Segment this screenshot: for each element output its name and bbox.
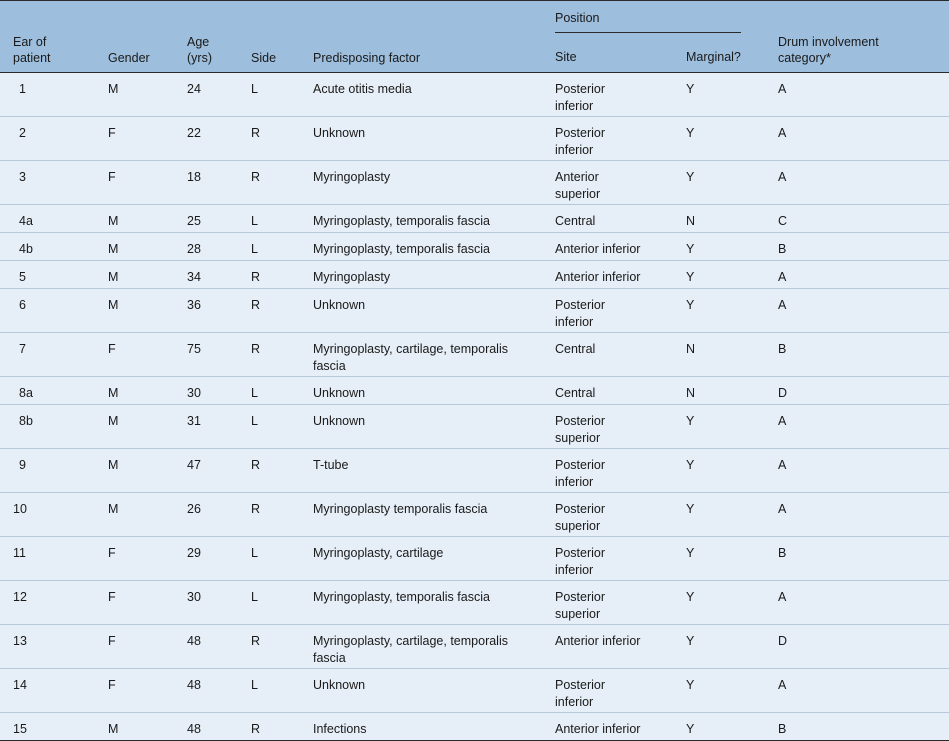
cell-age: 34: [187, 270, 201, 284]
cell-side: L: [251, 590, 258, 604]
cell-ear: 3: [19, 170, 26, 184]
cell-drum: D: [778, 386, 788, 400]
table-row: [0, 161, 949, 205]
cell-marginal: Y: [686, 502, 695, 516]
cell-side: L: [251, 386, 258, 400]
cell-ear: 4a: [19, 214, 33, 228]
cell-gender: M: [108, 502, 119, 516]
cell-marginal: Y: [686, 414, 695, 428]
cell-site: Central: [555, 386, 596, 400]
cell-ear: 12: [13, 590, 27, 604]
cell-factor: Myringoplasty: [313, 270, 391, 284]
cell-ear: 15: [13, 722, 27, 736]
cell-side: R: [251, 170, 261, 184]
cell-ear: 1: [19, 82, 26, 96]
cell-gender: F: [108, 590, 116, 604]
cell-site: Central: [555, 342, 596, 356]
cell-site: Central: [555, 214, 596, 228]
cell-side: L: [251, 214, 258, 228]
cell-age: 26: [187, 502, 201, 516]
cell-factor: Myringoplasty, cartilage, temporalis fascia: [313, 342, 508, 373]
cell-site: Posterior superior: [555, 502, 606, 533]
cell-site: Posterior superior: [555, 590, 606, 621]
cell-site: Anterior inferior: [555, 270, 641, 284]
header-marginal: Marginal?: [686, 41, 778, 73]
cell-marginal: Y: [686, 722, 695, 736]
header-age: Age (yrs): [187, 1, 251, 73]
cell-marginal: N: [686, 386, 696, 400]
cell-ear: 10: [13, 502, 27, 516]
cell-age: 22: [187, 126, 201, 140]
table-row: [0, 261, 949, 289]
cell-side: R: [251, 298, 261, 312]
cell-marginal: Y: [686, 634, 695, 648]
cell-marginal: Y: [686, 270, 695, 284]
cell-ear: 4b: [19, 242, 33, 256]
table-row: [0, 405, 949, 449]
cell-gender: F: [108, 634, 116, 648]
cell-factor: Myringoplasty, cartilage: [313, 546, 444, 560]
cell-factor: Unknown: [313, 386, 366, 400]
cell-site: Posterior superior: [555, 414, 606, 445]
cell-age: 28: [187, 242, 201, 256]
cell-ear: 6: [19, 298, 26, 312]
cell-side: L: [251, 414, 258, 428]
cell-drum: B: [778, 342, 787, 356]
cell-factor: Myringoplasty, temporalis fascia: [313, 214, 490, 228]
cell-side: L: [251, 546, 258, 560]
table-row: [0, 73, 949, 117]
cell-site: Posterior inferior: [555, 298, 606, 329]
cell-age: 48: [187, 678, 201, 692]
cell-marginal: Y: [686, 170, 695, 184]
cell-age: 18: [187, 170, 201, 184]
cell-drum: A: [778, 678, 787, 692]
table-row: [0, 493, 949, 537]
cell-age: 48: [187, 722, 201, 736]
cell-side: R: [251, 722, 261, 736]
header-site: Site: [555, 41, 686, 73]
table-header: [0, 1, 949, 73]
cell-ear: 13: [13, 634, 27, 648]
cell-drum: A: [778, 590, 787, 604]
cell-factor: Unknown: [313, 126, 366, 140]
cell-age: 30: [187, 590, 201, 604]
header-factor: Predisposing factor: [313, 1, 555, 73]
table-row: [0, 669, 949, 713]
cell-factor: Myringoplasty, temporalis fascia: [313, 242, 490, 256]
cell-age: 47: [187, 458, 201, 472]
table-row: [0, 377, 949, 405]
cell-drum: B: [778, 242, 787, 256]
cell-factor: Infections: [313, 722, 367, 736]
cell-drum: C: [778, 214, 788, 228]
cell-age: 24: [187, 82, 201, 96]
table-row: [0, 537, 949, 581]
cell-drum: D: [778, 634, 788, 648]
cell-marginal: Y: [686, 82, 695, 96]
cell-gender: M: [108, 458, 119, 472]
cell-drum: A: [778, 270, 787, 284]
cell-age: 31: [187, 414, 201, 428]
cell-side: R: [251, 502, 261, 516]
cell-factor: Myringoplasty: [313, 170, 391, 184]
cell-site: Posterior inferior: [555, 546, 606, 577]
cell-drum: A: [778, 126, 787, 140]
table-row: [0, 713, 949, 741]
cell-marginal: Y: [686, 546, 695, 560]
cell-marginal: Y: [686, 458, 695, 472]
cell-ear: 5: [19, 270, 26, 284]
cell-marginal: Y: [686, 126, 695, 140]
table-row: [0, 117, 949, 161]
cell-factor: Myringoplasty temporalis fascia: [313, 502, 488, 516]
cell-factor: Unknown: [313, 298, 366, 312]
header-ear: Ear of patient: [0, 1, 108, 73]
cell-drum: A: [778, 502, 787, 516]
cell-factor: Acute otitis media: [313, 82, 412, 96]
cell-drum: B: [778, 722, 787, 736]
cell-marginal: Y: [686, 590, 695, 604]
cell-side: R: [251, 126, 261, 140]
table-body: [0, 73, 949, 741]
cell-marginal: N: [686, 214, 696, 228]
cell-drum: A: [778, 414, 787, 428]
cell-gender: F: [108, 546, 116, 560]
cell-factor: Unknown: [313, 678, 366, 692]
cell-factor: Myringoplasty, temporalis fascia: [313, 590, 490, 604]
cell-drum: A: [778, 170, 787, 184]
header-side: Side: [251, 1, 313, 73]
cell-gender: M: [108, 298, 119, 312]
cell-ear: 14: [13, 678, 27, 692]
cell-age: 29: [187, 546, 201, 560]
cell-factor: T-tube: [313, 458, 349, 472]
table-row: [0, 625, 949, 669]
cell-ear: 9: [19, 458, 26, 472]
cell-site: Anterior superior: [555, 170, 601, 201]
cell-side: R: [251, 270, 261, 284]
cell-age: 25: [187, 214, 201, 228]
cell-side: L: [251, 242, 258, 256]
cell-site: Anterior inferior: [555, 242, 641, 256]
cell-side: R: [251, 342, 261, 356]
table-row: [0, 581, 949, 625]
cell-ear: 8a: [19, 386, 33, 400]
cell-marginal: N: [686, 342, 696, 356]
cell-gender: M: [108, 82, 119, 96]
table-row: [0, 233, 949, 261]
cell-side: L: [251, 82, 258, 96]
cell-site: Posterior inferior: [555, 458, 606, 489]
cell-gender: M: [108, 214, 119, 228]
table-row: [0, 205, 949, 233]
cell-age: 75: [187, 342, 201, 356]
cell-gender: M: [108, 386, 119, 400]
cell-drum: B: [778, 546, 787, 560]
cell-ear: 2: [19, 126, 26, 140]
cell-gender: F: [108, 126, 116, 140]
cell-site: Posterior inferior: [555, 82, 606, 113]
table-row: [0, 289, 949, 333]
cell-site: Anterior inferior: [555, 722, 641, 736]
cell-factor: Myringoplasty, cartilage, temporalis fascia: [313, 634, 508, 665]
cell-age: 36: [187, 298, 201, 312]
cell-marginal: Y: [686, 298, 695, 312]
cell-gender: F: [108, 170, 116, 184]
cell-drum: A: [778, 82, 787, 96]
cell-site: Anterior inferior: [555, 634, 641, 648]
cell-gender: M: [108, 242, 119, 256]
cell-marginal: Y: [686, 242, 695, 256]
table-row: [0, 449, 949, 493]
header-drum: Drum involvement category*: [778, 1, 949, 73]
cell-gender: M: [108, 722, 119, 736]
header-gender: Gender: [108, 1, 187, 73]
table-row: [0, 333, 949, 377]
cell-gender: F: [108, 678, 116, 692]
cell-gender: M: [108, 270, 119, 284]
cell-age: 48: [187, 634, 201, 648]
cell-side: L: [251, 678, 258, 692]
cell-marginal: Y: [686, 678, 695, 692]
cell-side: R: [251, 634, 261, 648]
cell-gender: F: [108, 342, 116, 356]
cell-factor: Unknown: [313, 414, 366, 428]
cell-age: 30: [187, 386, 201, 400]
cell-site: Posterior inferior: [555, 678, 606, 709]
cell-ear: 7: [19, 342, 26, 356]
header-position: Position: [555, 1, 778, 42]
cell-side: R: [251, 458, 261, 472]
cell-ear: 11: [13, 546, 26, 560]
cell-site: Posterior inferior: [555, 126, 606, 157]
cell-ear: 8b: [19, 414, 33, 428]
cell-gender: M: [108, 414, 119, 428]
cell-drum: A: [778, 458, 787, 472]
cell-drum: A: [778, 298, 787, 312]
